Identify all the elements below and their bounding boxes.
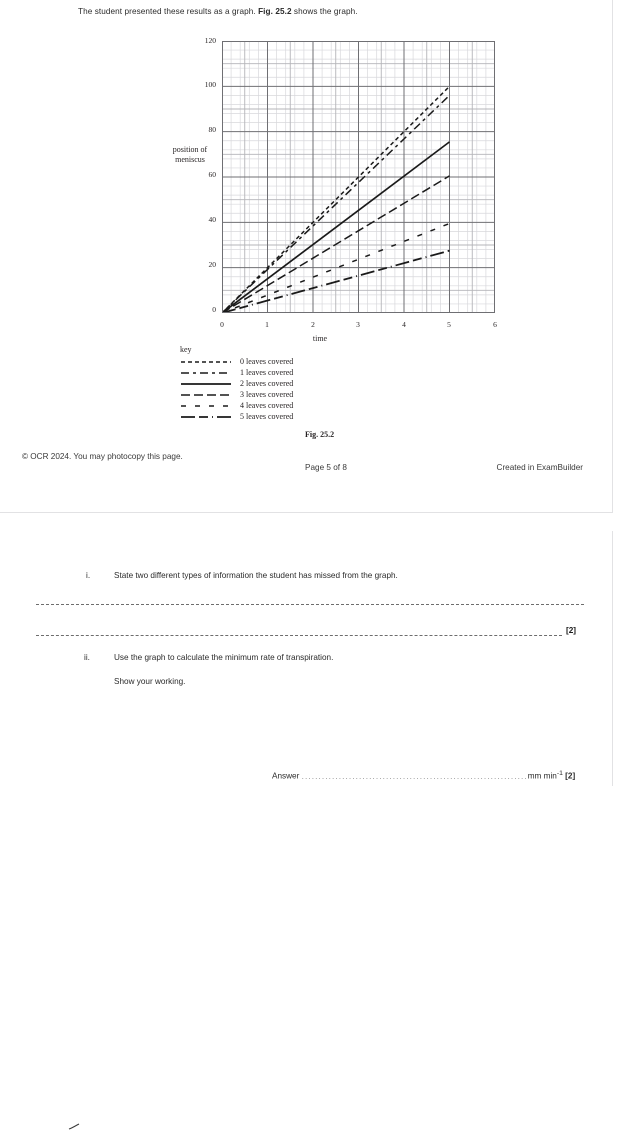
legend-label-4: 4 leaves covered	[240, 401, 294, 410]
chart-legend	[180, 345, 480, 422]
y-tick-label-120: 120	[204, 36, 216, 45]
y-tick-label-60: 60	[208, 170, 216, 179]
legend-label-1: 1 leaves covered	[240, 368, 294, 377]
question-ii-number: ii.	[84, 653, 90, 662]
x-tick-label-6: 6	[493, 320, 497, 329]
x-axis-label: time	[312, 334, 328, 343]
question-i-marks: [2]	[566, 626, 577, 635]
legend-item-5	[180, 411, 480, 422]
legend-label-3: 3 leaves covered	[240, 390, 294, 399]
answer-units-exponent: -1	[556, 770, 563, 777]
x-tick-label-1: 1	[265, 320, 269, 329]
figure-caption: Fig. 25.2	[305, 430, 335, 439]
legend-swatch-2	[180, 379, 232, 389]
legend-swatch-1	[180, 368, 232, 378]
legend-item-1	[180, 367, 480, 378]
footer-created-by: Created in ExamBuilder	[496, 463, 583, 472]
legend-label-5: 5 leaves covered	[240, 412, 294, 421]
x-tick-label-5: 5	[447, 320, 451, 329]
graph-svg	[222, 41, 495, 313]
legend-item-3	[180, 389, 480, 400]
answer-line-1[interactable]	[36, 604, 584, 606]
y-tick-label-100: 100	[204, 80, 216, 89]
exam-page-1	[0, 0, 613, 513]
question-ii-subtext: Show your working.	[114, 677, 186, 686]
y-axis-label	[155, 145, 225, 165]
answer-line-2[interactable]	[36, 635, 562, 637]
exam-page-2	[0, 531, 613, 786]
legend-item-2	[180, 378, 480, 389]
answer-units: mm min	[527, 771, 557, 781]
y-tick-label-40: 40	[208, 215, 216, 224]
answer-label: Answer	[272, 771, 300, 781]
intro-text-after: shows the graph.	[291, 7, 358, 16]
x-tick-label-3: 3	[356, 320, 360, 329]
figure-25-2	[150, 30, 520, 445]
legend-swatch-5	[180, 412, 232, 422]
y-tick-label-20: 20	[208, 260, 216, 269]
legend-swatch-0	[180, 357, 232, 367]
intro-paragraph	[78, 7, 358, 16]
handwritten-mark	[68, 1123, 80, 1130]
question-ii-marks: [2]	[565, 771, 576, 781]
answer-dotted-line[interactable]: ...................................................................	[301, 771, 528, 781]
footer-copyright: © OCR 2024. You may photocopy this page.	[22, 452, 183, 461]
intro-text-before: The student presented these results as a graph.	[78, 7, 259, 16]
y-tick-label-80: 80	[208, 125, 216, 134]
footer-page-number: Page 5 of 8	[305, 463, 347, 472]
legend-swatch-4	[180, 401, 232, 411]
legend-item-4	[180, 400, 480, 411]
legend-label-0: 0 leaves covered	[240, 357, 294, 366]
y-axis-label-line1: position of	[172, 145, 208, 154]
question-ii-text: Use the graph to calculate the minimum rate of transpiration.	[114, 653, 334, 662]
question-i-text: State two different types of information the student has missed from the graph.	[114, 571, 398, 580]
figure-reference: Fig. 25.2	[258, 7, 292, 16]
legend-swatch-3	[180, 390, 232, 400]
y-axis-label-line2: meniscus	[175, 155, 205, 164]
question-i-number: i.	[86, 571, 91, 580]
plot-area	[222, 41, 495, 313]
page-footer	[0, 448, 613, 488]
x-tick-label-2: 2	[311, 320, 315, 329]
y-tick-label-0: 0	[212, 305, 216, 314]
legend-title: key	[180, 345, 192, 354]
x-tick-label-0: 0	[220, 320, 224, 329]
x-tick-label-4: 4	[402, 320, 406, 329]
answer-row[interactable]	[272, 770, 575, 781]
legend-item-0	[180, 356, 480, 367]
legend-label-2: 2 leaves covered	[240, 379, 294, 388]
